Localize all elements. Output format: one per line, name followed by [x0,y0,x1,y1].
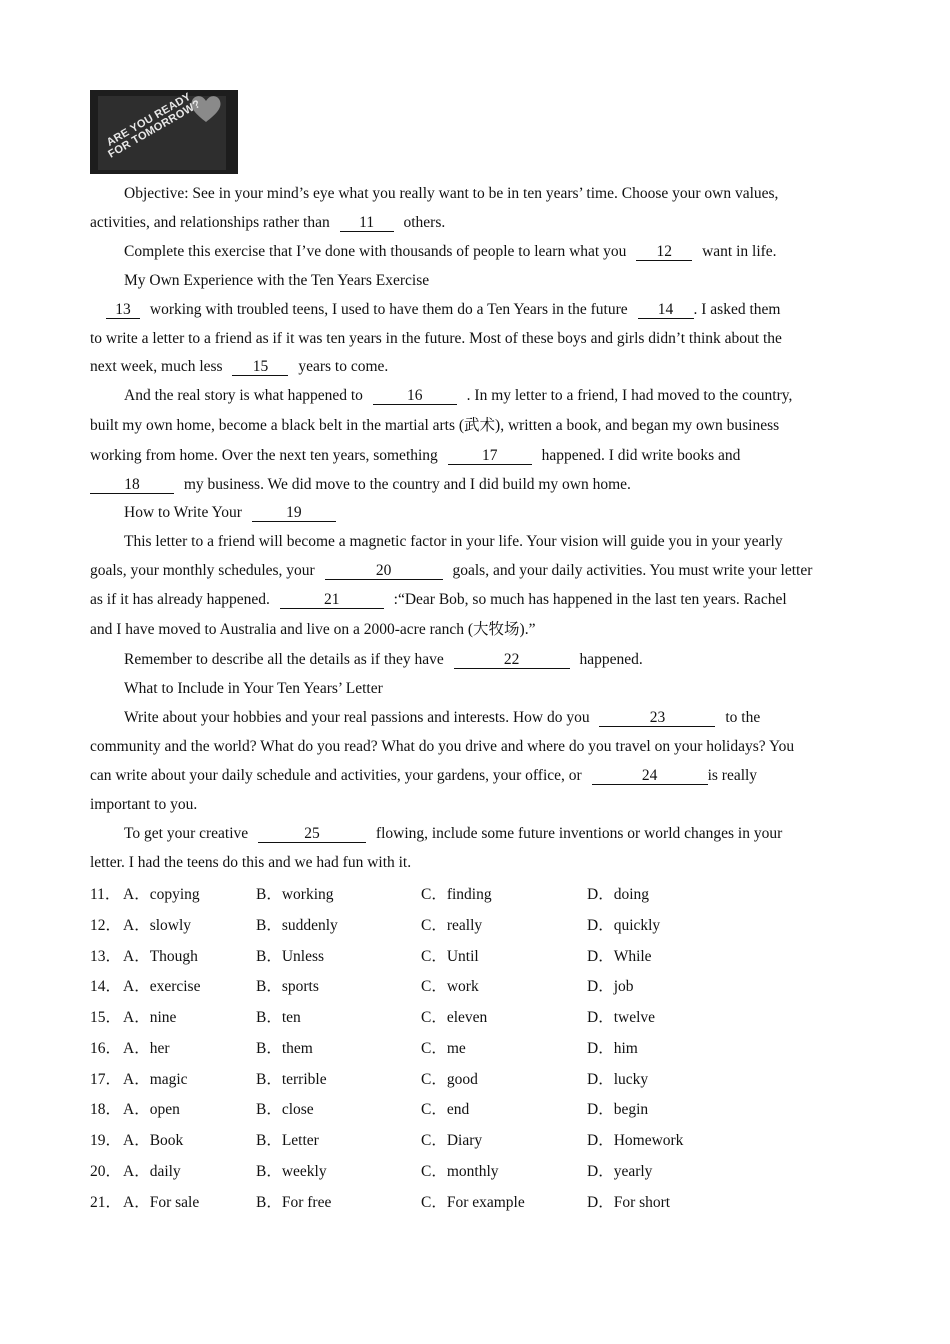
paragraph-line: Write about your hobbies and your real passions and interests. How do you 23 to the [124,709,761,726]
blank-18[interactable]: 18 [90,477,174,494]
blank-17[interactable]: 17 [448,448,532,465]
paragraph-line: letter. I had the teens do this and we had fun with it. [90,854,412,871]
paragraph-line: and I have moved to Australia and live on a 2000-acre ranch (大牧场).” [90,621,536,638]
option-b[interactable]: B．weekly [256,1163,327,1180]
option-row [90,1036,850,1056]
option-d[interactable]: D．him [587,1040,638,1057]
paragraph-line: community and the world? What do you read? What do you drive and where do you travel on your holidays? You [90,738,795,755]
paragraph-line: To get your creative 25 flowing, include some future inventions or world changes in your [124,825,783,842]
option-a[interactable]: A．Book [123,1132,184,1149]
blank-21[interactable]: 21 [280,592,384,609]
option-d[interactable]: D．doing [587,886,650,903]
option-c[interactable]: C．For example [421,1194,525,1211]
blank-24[interactable]: 24 [592,768,708,785]
question-number: 13． [90,948,122,965]
option-a[interactable]: A．magic [123,1071,188,1088]
option-d[interactable]: D．yearly [587,1163,653,1180]
option-a[interactable]: A．nine [123,1009,177,1026]
question-number: 19． [90,1132,122,1149]
blank-23[interactable]: 23 [599,710,715,727]
blank-16[interactable]: 16 [373,388,457,405]
blank-15[interactable]: 15 [232,359,288,376]
blank-14[interactable]: 14 [638,302,694,319]
paragraph-line: And the real story is what happened to 16 . In my letter to a friend, I had moved to the country, [124,387,793,404]
option-c[interactable]: C．work [421,978,479,995]
paragraph-line: 18 my business. We did move to the country and I did build my own home. [90,475,631,495]
option-c[interactable]: C．eleven [421,1009,488,1026]
option-row [90,974,850,994]
option-row [90,944,850,964]
option-a[interactable]: A．For sale [123,1194,200,1211]
paragraph-line: Objective: See in your mind’s eye what you really want to be in ten years’ time. Choose your own values, [124,185,779,202]
option-d[interactable]: D．twelve [587,1009,656,1026]
question-number: 17． [90,1071,122,1088]
section-heading: What to Include in Your Ten Years’ Letter [124,680,383,697]
option-d[interactable]: D．Homework [587,1132,684,1149]
question-number: 20． [90,1163,122,1180]
magazine-logo [90,90,238,174]
option-c[interactable]: C．monthly [421,1163,499,1180]
paragraph-line: to write a letter to a friend as if it was ten years in the future. Most of these boys and girls didn’t think about the [90,330,782,347]
option-row [90,1159,850,1179]
paragraph-line: Remember to describe all the details as if they have 22 happened. [124,651,643,668]
option-row [90,882,850,902]
question-number: 16． [90,1040,122,1057]
option-c[interactable]: C．Until [421,948,479,965]
paragraph-line: This letter to a friend will become a magnetic factor in your life. Your vision will guide you in your yearly [124,533,783,550]
option-a[interactable]: A．copying [123,886,200,903]
option-a[interactable]: A．her [123,1040,170,1057]
option-b[interactable]: B．terrible [256,1071,327,1088]
question-number: 12． [90,917,122,934]
section-heading: How to Write Your 19 [124,503,336,523]
paragraph-line: 13 working with troubled teens, I used to have them do a Ten Years in the future 14 . I asked them [106,300,780,320]
paragraph-line: built my own home, become a black belt in the martial arts (武术), written a book, and began my own business [90,417,780,434]
paragraph-line: activities, and relationships rather than 11 others. [90,214,446,231]
logo-slogan: ARE YOU READY FOR TOMORROW? [104,90,203,161]
blank-12[interactable]: 12 [636,244,692,261]
option-a[interactable]: A．open [123,1101,180,1118]
option-b[interactable]: B．Unless [256,948,325,965]
option-a[interactable]: A．Though [123,948,198,965]
option-row [90,1128,850,1148]
option-d[interactable]: D．job [587,978,634,995]
option-c[interactable]: C．Diary [421,1132,483,1149]
question-number: 21． [90,1194,122,1211]
option-d[interactable]: D．quickly [587,917,661,934]
blank-25[interactable]: 25 [258,826,366,843]
blank-19[interactable]: 19 [252,505,336,522]
question-number: 14． [90,978,122,995]
paragraph-line: working from home. Over the next ten years, something 17 happened. I did write books and [90,447,741,464]
paragraph-line: next week, much less 15 years to come. [90,358,389,375]
option-row [90,1190,850,1210]
option-c[interactable]: C．good [421,1071,478,1088]
option-a[interactable]: A．exercise [123,978,201,995]
option-a[interactable]: A．daily [123,1163,181,1180]
option-row [90,913,850,933]
option-b[interactable]: B．ten [256,1009,301,1026]
option-b[interactable]: B．suddenly [256,917,338,934]
paragraph-line: important to you. [90,796,198,813]
paragraph-line: Complete this exercise that I’ve done with thousands of people to learn what you 12 want in life. [124,243,777,260]
option-row [90,1005,850,1025]
option-c[interactable]: C．finding [421,886,492,903]
blank-22[interactable]: 22 [454,652,570,669]
blank-13[interactable]: 13 [106,302,140,319]
option-b[interactable]: B．close [256,1101,314,1118]
section-heading: My Own Experience with the Ten Years Exercise [124,272,430,289]
option-d[interactable]: D．begin [587,1101,649,1118]
paragraph-line: can write about your daily schedule and activities, your gardens, your office, or 24 is really [90,767,758,784]
blank-20[interactable]: 20 [325,563,443,580]
option-b[interactable]: B．For free [256,1194,332,1211]
option-row [90,1097,850,1117]
option-d[interactable]: D．For short [587,1194,671,1211]
option-c[interactable]: C．me [421,1040,466,1057]
option-row [90,1067,850,1087]
question-number: 18． [90,1101,122,1118]
paragraph-line: goals, your monthly schedules, your 20 goals, and your daily activities. You must write your letter [90,562,813,579]
option-b[interactable]: B．sports [256,978,319,995]
question-number: 15． [90,1009,122,1026]
question-number: 11． [90,886,121,903]
paragraph-line: as if it has already happened. 21 :“Dear Bob, so much has happened in the last ten years. Rachel [90,591,787,608]
option-d[interactable]: D．While [587,948,652,965]
option-b[interactable]: B．Letter [256,1132,319,1149]
option-b[interactable]: B．working [256,886,334,903]
option-c[interactable]: C．end [421,1101,470,1118]
blank-11[interactable]: 11 [340,215,394,232]
option-b[interactable]: B．them [256,1040,313,1057]
option-a[interactable]: A．slowly [123,917,192,934]
option-c[interactable]: C．really [421,917,483,934]
option-d[interactable]: D．lucky [587,1071,649,1088]
